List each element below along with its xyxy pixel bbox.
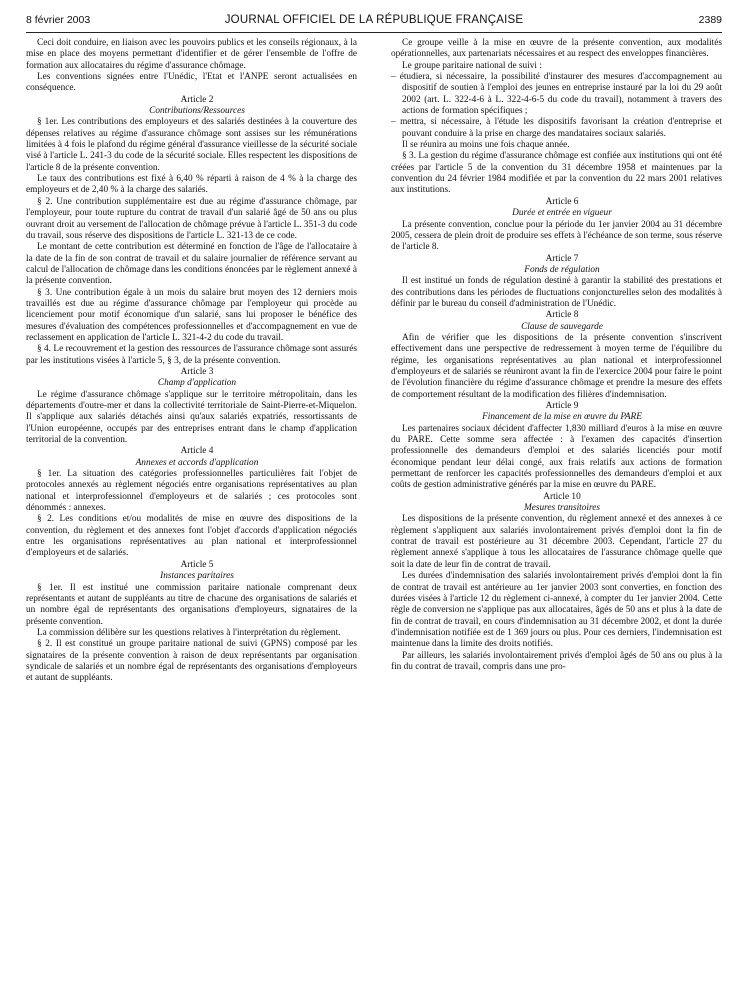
paragraph: Il se réunira au moins une fois chaque année. (402, 140, 570, 151)
paragraph: § 4. Le recouvrement et la gestion des ressources de l'assurance chômage sont assurés par les institutions visées à l'article 5, § 3, de la présente convention. (26, 344, 357, 366)
paragraph: La commission délibère sur les questions relatives à l'interprétation du règlement. (37, 627, 341, 638)
paragraph: § 1er. La situation des catégories professionnelles particulières fait l'objet de protocoles annexés au règlement négociés entre organisations représentatives au plan national et interprofessionnel d'employeurs et de salariés ; ces protocoles sont dénommés : annexes. (26, 469, 357, 514)
paragraph: Le taux des contributions est fixé à 6,40 % réparti à raison de 4 % à la charge des employeurs et de 2,40 % à la charge des salariés. (26, 174, 357, 196)
list-item: – étudiera, si nécessaire, la possibilité d'instaurer des mesures d'accompagnement au dispositif de soutien à l'emploi des jeunes en entreprise instauré par la loi du 29 août 2002 (art. L. 322-4-6 à L. 322-4-6-5 du code du travail), notamment à travers des actions de formation spécifiques ; (391, 72, 722, 117)
paragraph: Ce groupe veille à la mise en œuvre de la présente convention, aux modalités opérationnelles, aux partenariats nécessaires et au respect des enveloppes financières. (391, 38, 722, 60)
article-subtitle: Mesures transitoires (523, 503, 600, 514)
article-subtitle: Fonds de régulation (524, 264, 600, 275)
paragraph: Le groupe paritaire national de suivi : (402, 60, 542, 71)
article-heading: Article 8 (545, 310, 579, 321)
article-subtitle: Clause de sauvegarde (521, 321, 603, 332)
paragraph: § 2. Il est constitué un groupe paritaire national de suivi (GPNS) composé par les signataires de la présente convention à raison de deux représentants par organisation syndicale de salariés et un nombre égal de représentants des organisations d'employeurs et autant de suppléants. (26, 639, 357, 684)
paragraph: Le montant de cette contribution est déterminé en fonction de l'âge de l'allocataire à la date de la fin de son contrat de travail et du salaire journalier de référence servant au calcul de l'allocation de chômage dans les conditions énoncées par le règlement annexé à la présente convention. (26, 242, 357, 287)
paragraph: § 2. Les conditions et/ou modalités de mise en œuvre des dispositions de la convention, du règlement et des annexes font l'objet d'accords d'application négociés entre les organisations représentatives au plan national et interprofessionnel d'employeurs et de salariés. (26, 514, 357, 559)
paragraph: Ceci doit conduire, en liaison avec les pouvoirs publics et les conseils régionaux, à la mise en place des moyens permettant d'identifier et de gérer l'ensemble de l'offre de formation aux allocataires du régime d'assurance chômage. (26, 38, 357, 71)
article-heading: Article 6 (545, 196, 579, 207)
left-column (26, 38, 357, 685)
article-subtitle: Champ d'application (157, 378, 237, 389)
article-subtitle: Instances paritaires (160, 571, 234, 582)
paragraph: § 3. La gestion du régime d'assurance chômage est confiée aux institutions qui ont été créées par l'article 5 de la convention du 31 décembre 1958 et maintenues par la convention du 24 février 1984 modifiée et par la convention du 22 mars 2001 relatives aux institutions. (391, 151, 722, 196)
paragraph: § 1er. Il est institué une commission paritaire nationale comprenant deux représentants et autant de suppléants au titre de chacune des organisations de salariés et un nombre égal de représentants des organisations d'employeurs, signataires de la présente convention. (26, 582, 357, 627)
paragraph: Il est institué un fonds de régulation destiné à garantir la stabilité des prestations et des contributions dans les périodes de fluctuations conjoncturelles selon des modalités à définir par le bureau du conseil d'administration de l'Unédic. (391, 276, 722, 309)
article-heading: Article 9 (545, 401, 579, 411)
header-title: JOURNAL OFFICIEL DE LA RÉPUBLIQUE FRANÇAISE (224, 14, 524, 26)
page-header (26, 14, 722, 30)
list-item: – mettra, si nécessaire, à l'étude les dispositifs favorisant la création d'entreprise et pouvant conduire à la prise en charge des mandataires sociaux salariés. (391, 117, 722, 139)
paragraph: Les conventions signées entre l'Unédic, l'Etat et l'ANPE seront actualisées en conséquence. (26, 72, 357, 94)
paragraph: § 1er. Les contributions des employeurs et des salariés destinées à la couverture des dépenses relatives au régime d'assurance chômage sont assises sur les rémunérations limitées à 4 fois le plafond du régime général d'assurance vieillesse de la sécurité sociale visé à l'article L. 241-3 du code de la sécurité sociale. Elles respectent les dispositions de l'article 8 de la présente convention. (26, 117, 357, 173)
paragraph: Le régime d'assurance chômage s'applique sur le territoire métropolitain, dans les départements d'outre-mer et dans la collectivité territoriale de Saint-Pierre-et-Miquelon. Il s'applique aux salariés détachés ainsi qu'aux salariés expatriés, ressortissants de l'Union européenne, occupés par des entreprises entrant dans le champ d'application territorial de la convention. (26, 389, 357, 446)
paragraph: Les dispositions de la présente convention, du règlement annexé et des annexes à ce règlement s'appliquent aux salariés involontairement privés d'emploi dont la fin de contrat de travail est postérieure au 31 décembre 2003. Cependant, l'article 27 du règlement annexé s'applique à tous les allocataires de l'assurance chômage quelle que soit la date de leur fin de contrat de travail. (391, 514, 722, 570)
article-heading: Article 4 (180, 446, 214, 457)
paragraph: Les partenaires sociaux décident d'affecter 1,830 milliard d'euros à la mise en œuvre du PARE. Cette somme sera affectée : à l'examen des capacités d'insertion professionnelle des demandeurs d'emploi et des salariés licenciés pour motif économique pendant leur délai congé, aux frais relatifs aux actions de formation permettant de renforcer les capacités professionnelles des demandeurs d'emploi et aux coûts de gestion administrative générés par la mise en œuvre du PARE. (391, 423, 722, 491)
header-date: 8 février 2003 (26, 14, 91, 26)
article-subtitle: Contributions/Ressources (149, 106, 245, 117)
paragraph: Afin de vérifier que les dispositions de la présente convention s'inscrivent effectivement dans une perspective de redressement à moyen terme de l'équilibre du régime, les organisations représentatives au plan national et interprofessionnel d'employeurs et de salariés se réuniront avant la fin de l'exercice 2004 pour faire le point de l'évolution financière du régime d'assurance chômage et prendre la mesure des effets de comportement résultant de la modification des filières d'indemnisation. (391, 332, 722, 400)
article-heading: Article 10 (543, 491, 581, 502)
article-heading: Article 3 (180, 366, 214, 377)
article-heading: Article 5 (180, 559, 214, 570)
paragraph: La présente convention, conclue pour la période du 1er janvier 2004 au 31 décembre 2005, cessera de plein droit de produire ses effets à l'échéance de son terme, sous réserve de l'article 8. (391, 219, 722, 253)
paragraph: Par ailleurs, les salariés involontairement privés d'emploi âgés de 50 ans ou plus à la fin du contrat de travail, compris dans une pro- (391, 650, 722, 672)
paragraph: § 2. Une contribution supplémentaire est due au régime d'assurance chômage, par l'employeur, pour toute rupture du contrat de travail d'un salarié âgé de 50 ans ou plus ouvrant droit au versement de l'allocation de chômage prévue à l'article L. 351-3 du code du travail, sous réserve des dispositions de l'article L. 321-13 de ce code. (26, 196, 357, 241)
right-column (391, 38, 722, 673)
paragraph: § 3. Une contribution égale à un mois du salaire brut moyen des 12 derniers mois travaillés est due au régime d'assurance chômage par l'employeur qui procède au licenciement pour motif économique d'un salarié, sans lui proposer le bénéfice des mesures d'évaluation des compétences professionnelles et d'accompagnement en vue de reclassement en application de l'article L. 321-4-2 du code du travail. (26, 287, 357, 343)
article-subtitle: Financement de la mise en œuvre du PARE (482, 412, 642, 423)
article-subtitle: Annexes et accords d'application (135, 457, 259, 468)
article-heading: Article 2 (180, 94, 214, 105)
page-number: 2389 (698, 14, 722, 26)
header-rule (26, 32, 722, 33)
article-subtitle: Durée et entrée en vigueur (512, 208, 612, 219)
paragraph: Les durées d'indemnisation des salariés involontairement privés d'emploi dont la fin de contrat de travail est antérieure au 1er janvier 2003 sont converties, en fonction des durées visées à l'article 12 du règlement ci-annexé, à compter du 1er janvier 2004. Cette règle de conversion ne s'applique pas aux allocataires, âgés de 50 ans et plus à la date de fin de contrat de travail, en cours d'indemnisation au 31 décembre 2002, et dont la durée d'indemnisation notifiée est de 1 369 jours ou plus. Pour ces derniers, l'indemnisation est maintenue dans la limite des droits notifiés. (391, 571, 722, 650)
article-heading: Article 7 (545, 253, 579, 264)
